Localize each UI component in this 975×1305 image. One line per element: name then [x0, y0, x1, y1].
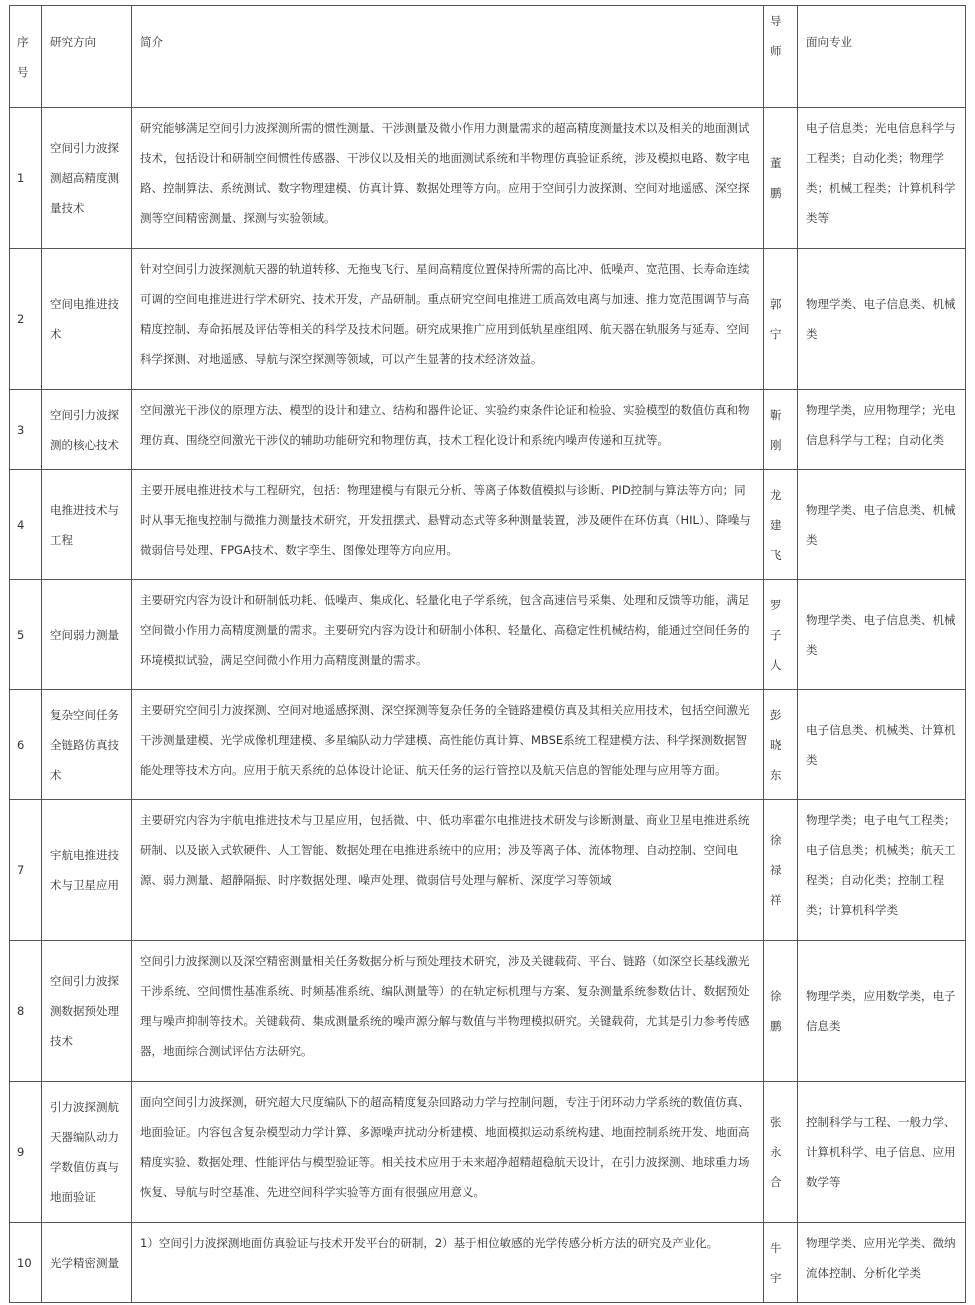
row-direction: 空间引力波探测数据预处理技术	[42, 941, 132, 1082]
row-tutor: 牛宇	[764, 1223, 798, 1303]
row-tutor: 徐禄祥	[764, 800, 798, 941]
row-direction: 空间电推进技术	[42, 249, 132, 390]
header-direction: 研究方向	[42, 6, 132, 108]
table-row	[10, 580, 966, 690]
table-row	[10, 470, 966, 580]
table-row	[10, 390, 966, 470]
row-major: 控制科学与工程、一般力学、计算机科学、电子信息、应用数学等	[798, 1082, 966, 1223]
row-tutor: 罗子人	[764, 580, 798, 690]
row-direction: 空间引力波探测的核心技术	[42, 390, 132, 470]
row-major: 物理学类，应用数学类，电子信息类	[798, 941, 966, 1082]
row-tutor: 彭晓东	[764, 690, 798, 800]
row-major: 物理学类、应用光学类、微纳流体控制、分析化学类	[798, 1223, 966, 1303]
row-tutor: 靳刚	[764, 390, 798, 470]
row-no: 10	[10, 1223, 42, 1303]
row-major: 物理学类，应用物理学；光电信息科学与工程；自动化类	[798, 390, 966, 470]
row-no: 2	[10, 249, 42, 390]
row-no: 7	[10, 800, 42, 941]
row-no: 6	[10, 690, 42, 800]
row-intro: 主要研究内容为设计和研制低功耗、低噪声、集成化、轻量化电子学系统，包含高速信号采集、处理和反馈等功能，满足空间微小作用力高精度测量的需求。主要研究内容为设计和研制小体积、轻量化、高稳定性机械结构，能通过空间任务的环境模拟试验，满足空间微小作用力高精度测量的需求。	[132, 580, 764, 690]
row-direction: 空间引力波探测超高精度测量技术	[42, 108, 132, 249]
row-tutor: 郭宁	[764, 249, 798, 390]
row-no: 4	[10, 470, 42, 580]
row-major: 物理学类、电子信息类、机械类	[798, 580, 966, 690]
row-direction: 宇航电推进技术与卫星应用	[42, 800, 132, 941]
row-tutor: 张永合	[764, 1082, 798, 1223]
row-intro: 研究能够满足空间引力波探测所需的惯性测量、干涉测量及微小作用力测量需求的超高精度测量技术以及相关的地面测试技术，包括设计和研制空间惯性传感器、干涉仪以及相关的地面测试系统和半物理仿真验证系统，涉及模拟电路、数字电路、控制算法、系统测试、数字物理建模、仿真计算、数据处理等方向。应用于空间引力波探测、空间对地遥感、深空探测等空间精密测量、探测与实验领域。	[132, 108, 764, 249]
table-row	[10, 108, 966, 249]
header-major: 面向专业	[798, 6, 966, 108]
row-direction: 光学精密测量	[42, 1223, 132, 1303]
table-row	[10, 800, 966, 941]
header-no: 序号	[10, 6, 42, 108]
row-no: 3	[10, 390, 42, 470]
row-direction: 复杂空间任务全链路仿真技术	[42, 690, 132, 800]
row-tutor: 徐鹏	[764, 941, 798, 1082]
row-tutor: 董鹏	[764, 108, 798, 249]
row-intro: 主要研究内容为宇航电推进技术与卫星应用，包括微、中、低功率霍尔电推进技术研发与诊断测量、商业卫星电推进系统研制、以及嵌入式软硬件、人工智能、数据处理在电推进系统中的应用；涉及等离子体、流体物理、自动控制、空间电源、弱力测量、超静隔振、时序数据处理、噪声处理、微弱信号处理与解析、深度学习等领域	[132, 800, 764, 941]
row-major: 物理学类、电子信息类、机械类	[798, 249, 966, 390]
row-major: 电子信息类；光电信息科学与工程类；自动化类；物理学类；机械工程类；计算机科学类等	[798, 108, 966, 249]
research-directions-table	[9, 5, 966, 1303]
row-major: 物理学类；电子电气工程类；电子信息类；机械类；航天工程类；自动化类；控制工程类；计算机科学类	[798, 800, 966, 941]
table-row	[10, 941, 966, 1082]
row-no: 5	[10, 580, 42, 690]
row-intro: 1）空间引力波探测地面仿真验证与技术开发平台的研制，2）基于相位敏感的光学传感分析方法的研究及产业化。	[132, 1223, 764, 1303]
row-intro: 主要开展电推进技术与工程研究，包括：物理建模与有限元分析、等离子体数值模拟与诊断、PID控制与算法等方向；同时从事无拖曳控制与微推力测量技术研究，开发扭摆式、悬臂动态式等多种测量装置，涉及硬件在环仿真（HIL）、降噪与微弱信号处理、FPGA技术、数字孪生、图像处理等方向应用。	[132, 470, 764, 580]
row-major: 物理学类、电子信息类、机械类	[798, 470, 966, 580]
row-no: 8	[10, 941, 42, 1082]
row-no: 9	[10, 1082, 42, 1223]
row-major: 电子信息类、机械类、计算机类	[798, 690, 966, 800]
row-direction: 电推进技术与工程	[42, 470, 132, 580]
table-row	[10, 690, 966, 800]
table-row	[10, 1223, 966, 1303]
table-row	[10, 1082, 966, 1223]
header-intro: 简介	[132, 6, 764, 108]
row-direction: 引力波探测航天器编队动力学数值仿真与地面验证	[42, 1082, 132, 1223]
row-intro: 空间激光干涉仪的原理方法、模型的设计和建立、结构和器件论证、实验约束条件论证和检验、实验模型的数值仿真和物理仿真、围绕空间激光干涉仪的辅助功能研究和物理仿真，技术工程化设计和系统内噪声传递和互扰等。	[132, 390, 764, 470]
row-intro: 针对空间引力波探测航天器的轨道转移、无拖曳飞行、星间高精度位置保持所需的高比冲、低噪声、宽范围、长寿命连续可调的空间电推进进行学术研究、技术开发，产品研制。重点研究空间电推进工质高效电离与加速、推力宽范围调节与高精度控制、寿命拓展及评估等相关的科学及技术问题。研究成果推广应用到低轨星座组网、航天器在轨服务与延寿、空间科学探测、对地遥感、导航与深空探测等领域，可以产生显著的技术经济效益。	[132, 249, 764, 390]
row-intro: 空间引力波探测以及深空精密测量相关任务数据分析与预处理技术研究，涉及关键载荷、平台、链路（如深空长基线激光干涉系统、空间惯性基准系统、时频基准系统、编队测量等）的在轨定标机理与方案、复杂测量系统参数估计、数据预处理与噪声抑制等技术。关键载荷、集成测量系统的噪声源分解与数值与半物理模拟研究。关键载荷，尤其是引力参考传感器，地面综合测试评估方法研究。	[132, 941, 764, 1082]
table-header-row	[10, 6, 966, 108]
header-tutor: 导师	[764, 6, 798, 108]
table-row	[10, 249, 966, 390]
row-no: 1	[10, 108, 42, 249]
row-direction: 空间弱力测量	[42, 580, 132, 690]
row-tutor: 龙建飞	[764, 470, 798, 580]
row-intro: 主要研究空间引力波探测、空间对地遥感探测、深空探测等复杂任务的全链路建模仿真及其相关应用技术，包括空间激光干涉测量建模、光学成像机理建模、多星编队动力学建模、高性能仿真计算、MBSE系统工程建模方法、科学探测数据智能处理等技术方向。应用于航天系统的总体设计论证、航天任务的运行管控以及航天信息的智能处理与应用等方面。	[132, 690, 764, 800]
row-intro: 面向空间引力波探测，研究超大尺度编队下的超高精度复杂回路动力学与控制问题，专注于闭环动力学系统的数值仿真、地面验证。内容包含复杂模型动力学计算、多源噪声扰动分析建模、地面模拟运动系统构建、地面控制系统开发、地面高精度实验、数据处理、性能评估与模型验证等。相关技术应用于未来超净超精超稳航天设计，在引力波探测、地球重力场恢复、导航与时空基准、先进空间科学实验等方面有很强应用意义。	[132, 1082, 764, 1223]
